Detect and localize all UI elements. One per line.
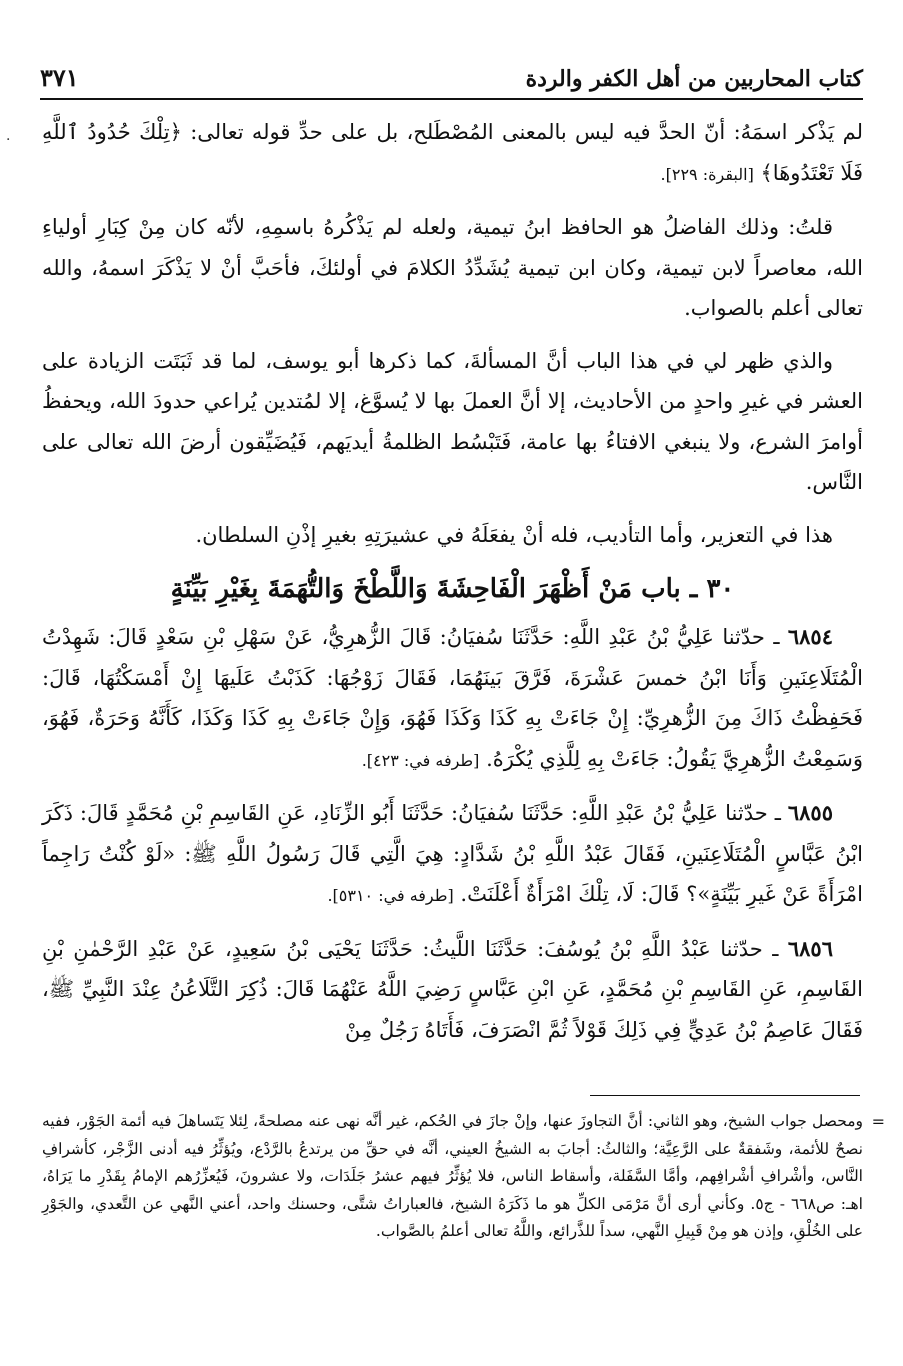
paragraph-2: قلتُ: وذلك الفاضلُ هو الحافظ ابنُ تيمية، ولعله لم يَذْكُرهُ باسمِهِ، لأنّه كان مِنْ كِبَارِ أولياءِ الله، معاصراً لابن تيمية، وكان ابن تيمية يُشَدِّدُ الكلامَ في أولئكَ، فأحَبَّ أنْ لا يَذْكَرَ اسمهُ، والله تعالى أعلم بالصواب.: [42, 215, 863, 320]
hadith-6854: ٦٨٥٤ ـ حدّثنا عَلِيُّ بْنُ عَبْدِ اللَّهِ: حَدَّثَنَا سُفيَانُ: قَالَ الزُّهرِيُّ، عَنْ سَهْلِ بْنِ سَعْدٍ قَالَ: شَهِدْتُ الْمُتَلَاعِنَينِ وَأَنَا ابْنُ خمسَ عَشْرَةَ، فَرَّقَ بَينَهُمَا، فَقَالَ زَوْجُهَا: كَذَبْتُ عَلَيهَا إِنْ أَمْسَكْتُهَا، قَالَ: فَحَفِظْتُ ذَاكَ مِنَ الزُّهرِيِّ: إِنْ جَاءَتْ بِهِ كَذَا وَكَذَا فَهُوَ، وَإِنْ جَاءَتْ بِهِ كَذَا وَكَذَا، كَأَنَّهُ وَحَرَةٌ، فَهُوَ، وَسَمِعْتُ الزُّهرِيَّ يَقُولُ: جَاءَتْ بِهِ لِلَّذِي يُكْرَهُ. [طرفه في: ٤٢٣].: [42, 624, 863, 771]
hadith-reference: [طرفه في: ٤٢٣].: [361, 750, 480, 770]
paragraph-1: [42, 112, 863, 195]
main-content: [42, 112, 863, 1062]
hadith-reference: [طرفه في: ٥٣١٠].: [327, 886, 454, 905]
hadith-6855: ٦٨٥٥ ـ حدّثنا عَلِيُّ بْنُ عَبْدِ اللَّهِ: حَدَّثَنَا سُفيَانُ: حَدَّثَنَا أَبُو الزِّنَادِ، عَنِ القَاسِمِ بْنِ مُحَمَّدٍ قَالَ: ذَكَرَ ابْنُ عَبَّاسٍ الْمُتَلَاعِنَينِ، فَقَالَ عَبْدُ اللَّهِ بْنُ شَدَّادٍ: هِيَ الَّتِي قَالَ رَسُولُ اللَّهِ ﷺ: «لَوْ كُنْتُ رَاجِماً امْرَأَةً عَنْ غَيرِ بَيِّنَةٍ»؟ قَالَ: لَا، تِلْكَ امْرَأَةٌ أَعْلَنَتْ. [طرفه في: ٥٣١٠].: [42, 800, 863, 906]
footnote-text: ومحصل جواب الشيخ، وهو الثاني: أنَّ التجاوزَ عنها، وإنْ جازَ في الحُكم، غير أنَّه نهى عنه مصلحةً، لِئلا يَتَساهلَ فيه أئمة الجَوْر، ففيه نصحٌ للأئمة، وشَفقةٌ على الرَّعِيَّة؛ والثالثُ: أجابَ به الشيخُ العيني، أنَّه في حقِّ من يرتدعُ بالرَّدْع، ويُؤثِّرُ فيه أدنى الزَّجْر، كأشرافِ النَّاس، وأشْرافِ أشْرافِهم، وأمَّا السَّفَلة، وأسقاط الناس، فلا يُؤثِّرُ فيهم عشرُ جَلَدَات، ولا عشرونَ، فَيُعزِّرُهم الإمامُ بِقَدْرِ ما يَرَاهُ، اهـ: ص٦٦٨ - ج٥. وكأني أرى أنَّ مَرْمَى الكلِّ هو ما ذَكَرَهُ الشيخ، فالعباراتُ شتَّى، وحسنك واحد، أعني النَّهي عن التَّعدي، والجَوْرِ على الخُلْقِ، وإذن هو مِنْ قَبِيلِ النَّهي، سداً للذَّرائع، واللَّهُ تعالى أعلمُ بالصَّواب.: [42, 1112, 863, 1240]
quran-reference: [البقرة: ٢٢٩].: [660, 164, 754, 184]
chapter-heading: ٣٠ ـ باب مَنْ أَظْهَرَ الْفَاحِشَةَ وَاللَّطْخَ وَالتُّهَمَةَ بِغَيْرِ بَيِّنَةٍ: [170, 574, 735, 604]
hadith-6856: ٦٨٥٦ ـ حدّثنا عَبْدُ اللَّهِ بْنُ يُوسُفَ: حَدَّثَنَا اللَّيثُ: حَدَّثَنَا يَحْيَى بْنُ سَعِيدٍ، عَنْ عَبْدِ الرَّحْمٰنِ بْنِ القَاسِمِ، عَنِ القَاسِمِ بْنِ مُحَمَّدٍ، عَنِ ابْنِ عَبَّاسٍ رَضِيَ اللَّهُ عَنْهُمَا قَالَ: ذُكِرَ التَّلَاعُنُ عِنْدَ النَّبِيِّ ﷺ، فَقَالَ عَاصِمُ بْنُ عَدِيٍّ فِي ذَلِكَ قَوْلاً ثُمَّ انْصَرَفَ، فَأَتَاهُ رَجُلٌ مِنْ: [42, 935, 863, 1042]
footnote: [42, 1108, 885, 1246]
paragraph-3: والذي ظهر لي في هذا الباب أنَّ المسألةَ، كما ذكرها أبو يوسف، لما قد ثَبَتَت الزيادة على العشر في غيرِ واحدٍ من الأحاديث، إلا أنَّ العملَ بها لا يُسوَّغ، إلا لمُتدين يُراعي حدودَ الله، ويحفظُ أوامرَ الشرع، ولا ينبغي الافتاءُ بها عامة، فَتَبْسُط الظلمةُ أيديَهم، فَيُضَيِّقون أرضَ الله تعالى على النَّاس.: [42, 348, 863, 494]
running-title: كتاب المحاربين من أهل الكفر والردة: [525, 66, 863, 92]
margin-dot: ·: [6, 132, 11, 148]
page-header: [40, 52, 863, 100]
page-number: ٣٧١: [40, 63, 79, 92]
hadith-number: ٦٨٥٥: [787, 800, 833, 825]
hadith-text: حدّثنا عَلِيُّ بْنُ عَبْدِ اللَّهِ: حَدَّثَنَا سُفيَانُ: قَالَ الزُّهرِيُّ، عَنْ سَهْلِ بْنِ سَعْدٍ قَالَ: شَهِدْتُ الْمُتَلَاعِنَينِ وَأَنَا ابْنُ خمسَ عَشْرَةَ، فَرَّقَ بَينَهُمَا، فَقَالَ زَوْجُهَا: كَذَبْتُ عَلَيهَا إِنْ أَمْسَكْتُهَا، قَالَ: فَحَفِظْتُ ذَاكَ مِنَ الزُّهرِيِّ: إِنْ جَاءَتْ بِهِ كَذَا وَكَذَا فَهُوَ، وَإِنْ جَاءَتْ بِهِ كَذَا وَكَذَا، كَأَنَّهُ وَحَرَةٌ، فَهُوَ، وَسَمِعْتُ الزُّهرِيَّ يَقُولُ: جَاءَتْ بِهِ لِلَّذِي يُكْرَهُ.: [42, 625, 863, 771]
hadith-text: حدّثنا عَلِيُّ بْنُ عَبْدِ اللَّهِ: حَدَّثَنَا سُفيَانُ: حَدَّثَنَا أَبُو الزِّنَادِ، عَنِ القَاسِمِ بْنِ مُحَمَّدٍ قَالَ: ذَكَرَ ابْنُ عَبَّاسٍ الْمُتَلَاعِنَينِ، فَقَالَ عَبْدُ اللَّهِ بْنُ شَدَّادٍ: هِيَ الَّتِي قَالَ رَسُولُ اللَّهِ ﷺ: «لَوْ كُنْتُ رَاجِماً امْرَأَةً عَنْ غَيرِ بَيِّنَةٍ»؟ قَالَ: لَا، تِلْكَ امْرَأَةٌ أَعْلَنَتْ.: [42, 801, 863, 906]
hadith-number: ٦٨٥٦: [787, 935, 833, 961]
hadith-number: ٦٨٥٤: [787, 624, 833, 649]
paragraph-text: لم يَذْكر اسمَهُ: أنّ الحدَّ فيه ليس بالمعنى المُصْطَلح، بل على حدِّ قوله تعالى: ﴿تِلْكَ حُدُودُ ٱللَّهِ فَلَا تَعْتَدُوهَا﴾: [42, 120, 863, 185]
paragraph-4: هذا في التعزير، وأما التأديب، فله أنْ يفعَلَهُ في عشيرَتِهِ بغيرِ إذْنِ السلطان.: [195, 522, 833, 547]
footnote-divider: [590, 1095, 860, 1096]
footnote-continuation-mark: =: [871, 1112, 885, 1131]
hadith-text: حدّثنا عَبْدُ اللَّهِ بْنُ يُوسُفَ: حَدَّثَنَا اللَّيثُ: حَدَّثَنَا يَحْيَى بْنُ سَعِيدٍ، عَنْ عَبْدِ الرَّحْمٰنِ بْنِ القَاسِمِ، عَنِ القَاسِمِ بْنِ مُحَمَّدٍ، عَنِ ابْنِ عَبَّاسٍ رَضِيَ اللَّهُ عَنْهُمَا قَالَ: ذُكِرَ التَّلَاعُنُ عِنْدَ النَّبِيِّ ﷺ، فَقَالَ عَاصِمُ بْنُ عَدِيٍّ فِي ذَلِكَ قَوْلاً ثُمَّ انْصَرَفَ، فَأَتَاهُ رَجُلٌ مِنْ: [42, 936, 863, 1042]
